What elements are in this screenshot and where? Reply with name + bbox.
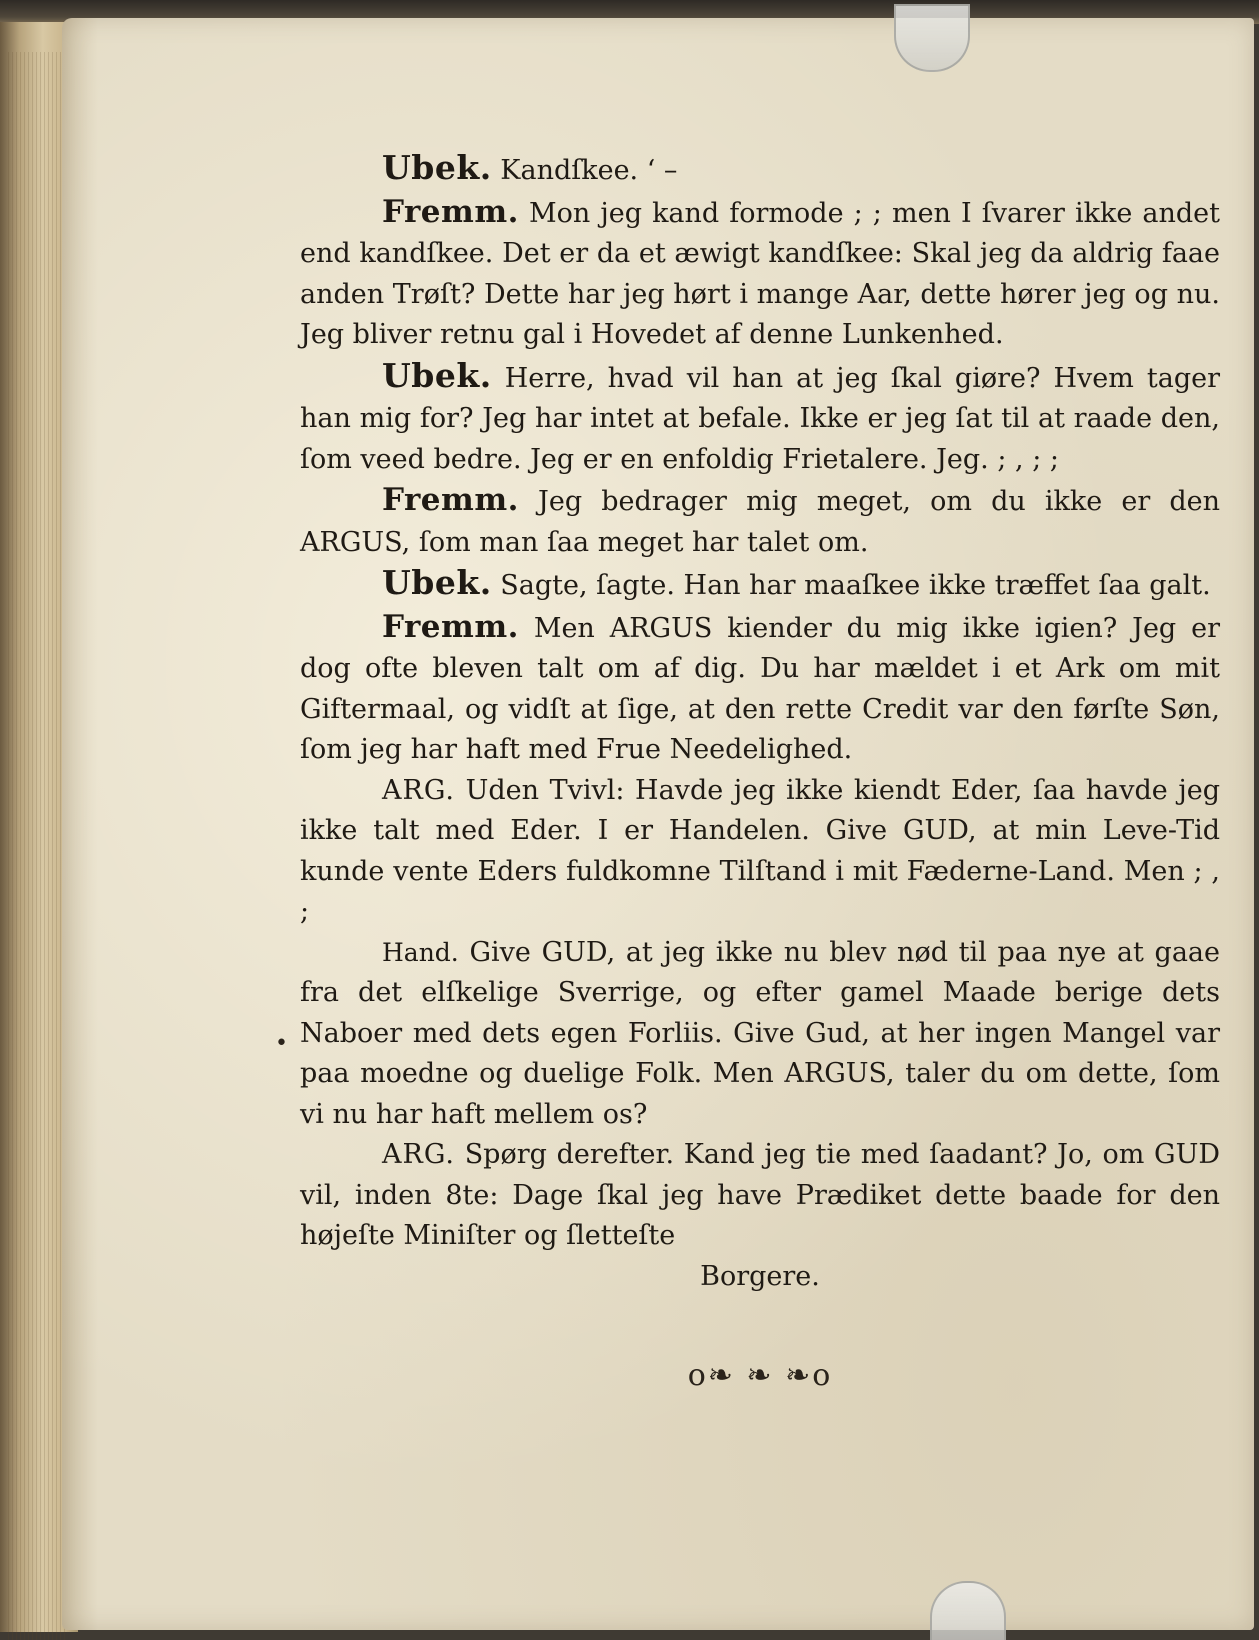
dialogue-line [300,192,1220,356]
speech-text: Kandſkee. ‘ – [500,155,678,186]
dialogue-text [300,148,1220,1297]
dialogue-line [300,607,1220,771]
speaker-name: Hand. [382,937,459,967]
speech-text: Sagte, ſagte. Han har maaſkee ikke træffet ſaa galt. [500,570,1211,601]
speech-text: Uden Tvivl: Havde jeg ikke kiendt Eder, ſaa havde jeg ikke talt med Eder. I er Handelen. Give GUD, at min Leve-Tid kunde vente Eders fuldkomne Tilſtand i mit Fæderne-Land. Men ; , ; [300,774,1220,927]
speaker-name: ARG. [382,774,456,806]
dialogue-line [300,563,1220,607]
speech-text: Mon jeg kand formode ; ; men I ſvarer ikke andet end kandſkee. Det er da et æwigt kandſkee: Skal jeg da aldrig faae anden Trøſt? Dette har jeg hørt i mange Aar, dette hører jeg og nu. Jeg bliver retnu gal i Hovedet af denne Lunkenhed. [300,197,1220,350]
speech-text: Spørg derefter. Kand jeg tie med ſaadant? Jo, om GUD vil, inden 8te: Dage ſkal jeg have Prædiket dette baade for den højeſte Miniſter og ſletteſte [300,1139,1220,1251]
dialogue-line [300,356,1220,481]
speech-text: Jeg bedrager mig meget, om du ikke er den ARGUS, ſom man ſaa meget har talet om. [300,486,1220,558]
closing-word [300,1257,1220,1298]
speaker-name: ARG. [382,1139,456,1170]
speaker-name: Fremm. [382,608,519,645]
margin-dot: • [275,1031,288,1056]
dialogue-line [300,1135,1220,1257]
speech-text: Borgere. [700,1260,820,1292]
page-clip-bottom [930,1581,1006,1640]
dialogue-line [300,933,1220,1136]
dialogue-line [300,148,1220,192]
speech-text: Herre, hvad vil han at jeg ſkal giøre? Hvem tager han mig for? Jeg har intet at befale. Ikke er jeg ſat til at raade den, ſom veed bedre. Jeg er en enfoldig Frietalere. Jeg. ; , ; ; [300,362,1220,475]
speaker-name: Ubek. [382,148,492,187]
speaker-name: Fremm. [382,193,519,230]
dialogue-line [300,480,1220,563]
speech-text: Give GUD, at jeg ikke nu blev nød til paa nye at gaae fra det elſkelige Sverrige, og efter gamel Maade berige dets Naboer med dets egen Forliis. Give Gud, at her ingen Mangel var paa moedne og duelige Folk. Men ARGUS, taler du om dette, ſom vi nu har haft mellem os? [300,936,1220,1130]
dialogue-line [300,771,1220,933]
speaker-name: Ubek. [382,563,492,602]
page-stack-lines [8,52,68,1640]
page-clip-top [894,4,970,72]
ornament-flourish: o❧ ❧ ❧o [687,1358,833,1393]
speaker-name: Ubek. [382,355,492,395]
speech-text: Men ARGUS kiender du mig ikke igien? Jeg er dog ofte bleven talt om af dig. Du har mældet i et Ark om mit Giftermaal, og vidſt at ſige, at den rette Credit var den førſte Søn, ſom jeg har haft med Frue Needelighed. [300,612,1220,765]
speaker-name: Fremm. [382,482,519,518]
